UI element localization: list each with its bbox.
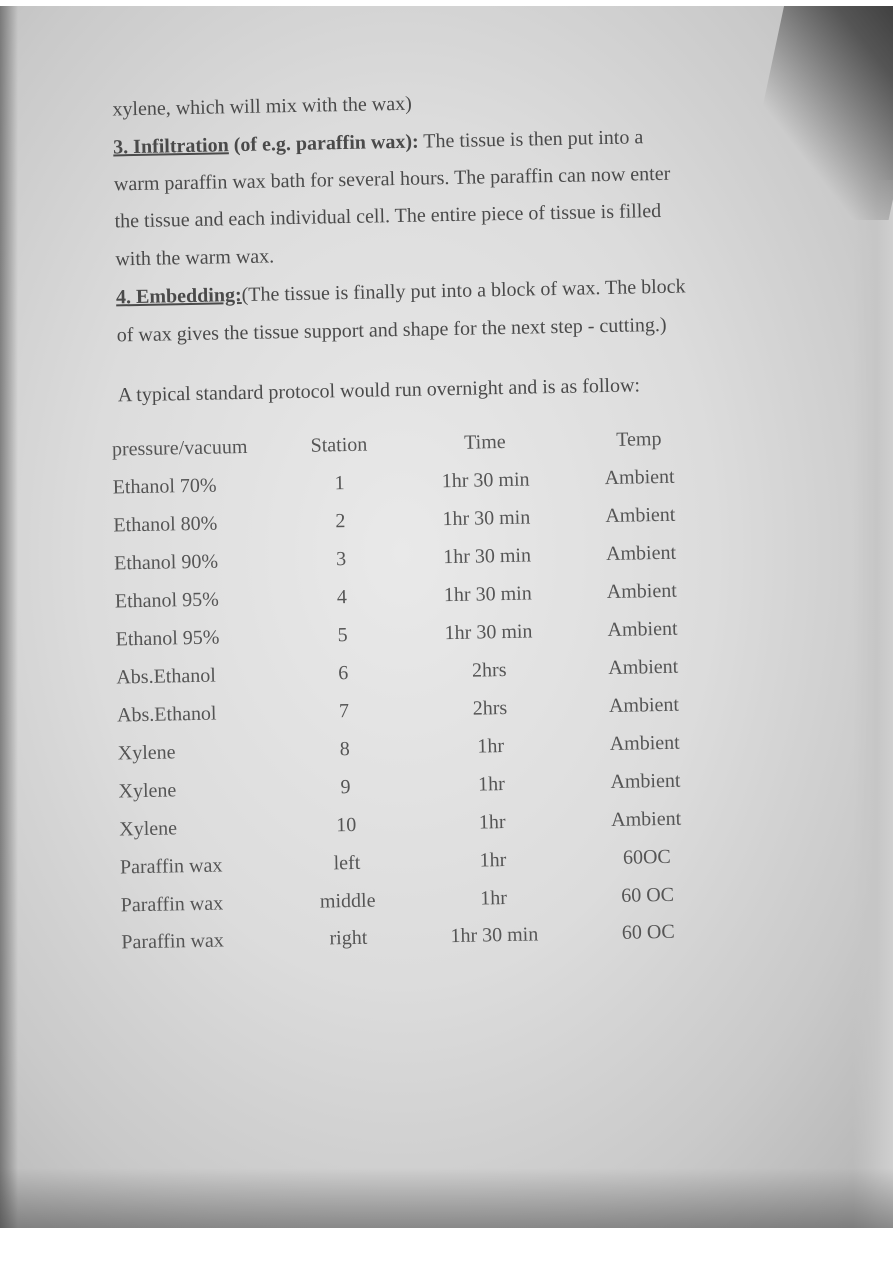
header-station: Station — [310, 433, 368, 457]
cell-reagent: Ethanol 80% — [113, 512, 218, 537]
header-time: Time — [463, 430, 506, 454]
cell-reagent: Paraffin wax — [120, 892, 224, 917]
cell-station: 5 — [337, 624, 348, 647]
cell-reagent: Abs.Ethanol — [116, 664, 216, 689]
infiltration-subtitle: (of e.g. paraffin wax): — [233, 130, 419, 157]
text-line-xylene: xylene, which will mix with the wax) — [112, 92, 412, 121]
cell-time: 1hr 30 min — [444, 620, 533, 645]
cell-station: right — [329, 926, 368, 950]
cell-temp: Ambient — [606, 579, 678, 604]
cell-temp: 60 OC — [621, 883, 675, 907]
cell-temp: 60OC — [622, 845, 672, 869]
embedding-text-2: of wax gives the tissue support and shape for the next step - cutting.) — [116, 313, 667, 347]
cell-station: 3 — [335, 548, 347, 571]
cell-reagent: Xylene — [118, 779, 177, 803]
cell-station: middle — [319, 889, 376, 913]
cell-reagent: Xylene — [117, 741, 176, 765]
cell-time: 1hr — [478, 811, 506, 834]
cell-reagent: Abs.Ethanol — [116, 702, 217, 727]
cell-reagent: Ethanol 90% — [113, 550, 219, 575]
infiltration-label: 3. Infiltration — [112, 134, 229, 159]
cell-station: 4 — [336, 586, 348, 609]
protocol-intro: A typical standard protocol would run overnight and is as follow: — [117, 374, 641, 407]
header-temp: Temp — [616, 427, 662, 451]
infiltration-heading — [113, 125, 644, 159]
cell-station: 1 — [334, 472, 345, 495]
cell-temp: Ambient — [610, 807, 682, 832]
cell-station: 8 — [339, 738, 350, 761]
cell-time: 1hr — [479, 849, 507, 872]
cell-time: 1hr 30 min — [442, 506, 531, 531]
infiltration-text-4: with the warm wax. — [115, 245, 275, 271]
cell-station: 6 — [338, 662, 349, 685]
embedding-heading — [116, 274, 686, 309]
cell-reagent: Ethanol 95% — [114, 588, 219, 613]
cell-temp: Ambient — [608, 693, 680, 718]
cell-temp: Ambient — [609, 731, 680, 756]
cell-reagent: Xylene — [119, 817, 178, 841]
infiltration-text-1: The tissue is then put into a — [418, 126, 644, 153]
cell-time: 1hr 30 min — [443, 582, 532, 607]
cell-station: 10 — [336, 813, 357, 837]
infiltration-text-2: warm paraffin wax bath for several hours. The paraffin can now enter — [113, 162, 671, 196]
cell-reagent: Ethanol 95% — [115, 626, 220, 651]
infiltration-text-3: the tissue and each individual cell. The entire piece of tissue is filled — [114, 199, 662, 233]
cell-temp: Ambient — [605, 541, 677, 566]
cell-station: left — [333, 851, 361, 875]
cell-temp: Ambient — [604, 465, 675, 490]
cell-reagent: Paraffin wax — [119, 854, 223, 879]
cell-time: 1hr 30 min — [441, 468, 530, 493]
cell-temp: Ambient — [605, 503, 676, 528]
cell-time: 1hr — [477, 735, 505, 758]
cell-temp: 60 OC — [621, 920, 675, 944]
cell-temp: Ambient — [607, 617, 678, 642]
cell-station: 7 — [338, 700, 350, 723]
embedding-text-1: (The tissue is finally put into a block of wax. The block — [241, 275, 686, 307]
cell-reagent: Ethanol 70% — [112, 474, 217, 499]
cell-time: 1hr 30 min — [450, 923, 539, 948]
cell-station: 9 — [340, 776, 351, 799]
cell-station: 2 — [335, 510, 346, 533]
cell-temp: Ambient — [610, 769, 681, 794]
cell-time: 1hr — [480, 887, 508, 910]
header-reagent: pressure/vacuum — [111, 435, 248, 461]
cell-reagent: Paraffin wax — [121, 929, 225, 954]
cell-time: 2hrs — [472, 696, 508, 720]
cell-time: 1hr 30 min — [443, 544, 532, 569]
cell-time: 2hrs — [471, 658, 507, 682]
cell-time: 1hr — [477, 773, 506, 796]
cell-temp: Ambient — [608, 655, 679, 680]
embedding-label: 4. Embedding: — [115, 284, 242, 309]
